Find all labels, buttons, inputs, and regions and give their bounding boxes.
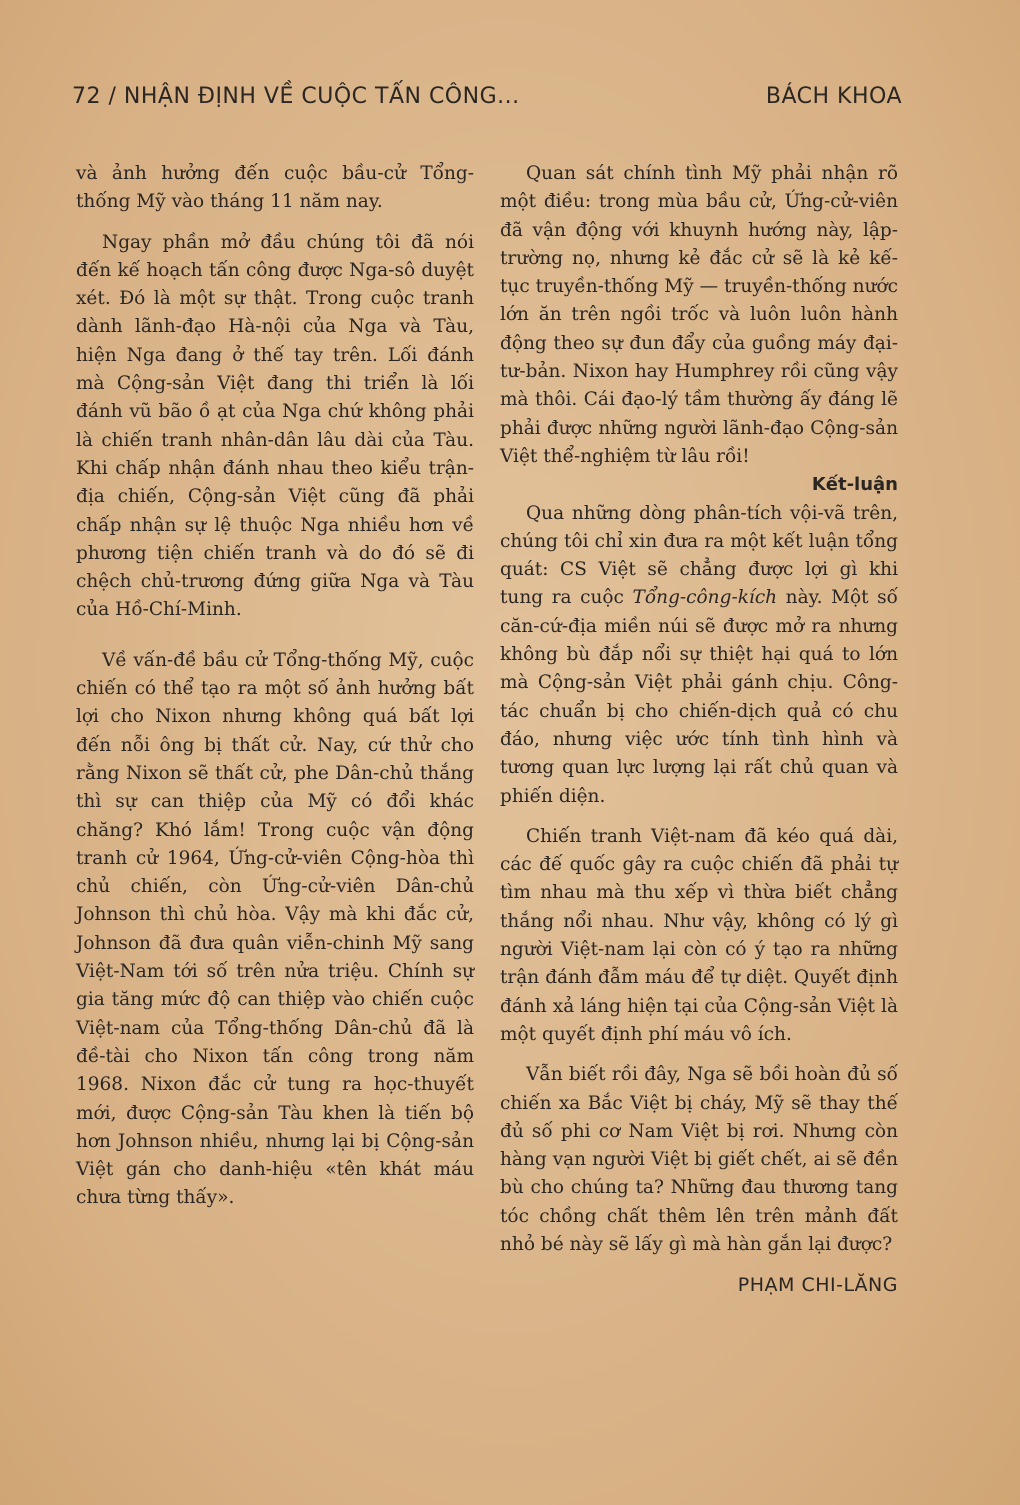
paragraph: và ảnh hưởng đến cuộc bầu-cử Tổng-thống Mỹ vào tháng 11 năm nay. bbox=[76, 163, 474, 213]
paragraph: Quan sát chính tình Mỹ phải nhận rõ một điều: trong mùa bầu cử, Ứng-cử-viên đã vận động với khuynh hướng này, lập-trường nọ, nhưng kẻ đắc cử sẽ là kẻ kế-tục truyền-thống Mỹ — truyền-thống nước lớn ăn trên ngồi trốc và luôn luôn hành động theo sự đun đẩy của guồng máy đại-tư-bản. Nixon hay Humphrey rồi cũng vậy mà thôi. Cái đạo-lý tầm thường ấy đáng lẽ phải được những người lãnh-đạo Cộng-sản Việt thể-nghiệm từ lâu rồi! bbox=[500, 163, 898, 467]
text-span: Qua những dòng phân-tích vội-vã trên, chúng tôi chỉ xin đưa ra một kết luận tổng quát: CS Việt sẽ chẳng được lợi gì khi tung ra cuộc bbox=[500, 502, 898, 609]
left-column bbox=[76, 160, 474, 1213]
italic-term: Tổng-công-kích bbox=[632, 587, 778, 609]
paragraph: Vẫn biết rồi đây, Nga sẽ bồi hoàn đủ số chiến xa Bắc Việt bị cháy, Mỹ sẽ thay thế đủ số phi cơ Nam Việt bị rơi. Nhưng còn hàng vạn người Việt bị giết chết, ai sẽ đền bù cho chúng ta? Những đau thương tang tóc chồng chất thêm lên trên mảnh đất nhỏ bé này sẽ lấy gì mà hàn gắn lại được? bbox=[500, 1064, 898, 1255]
section-heading: Kết-luận bbox=[811, 474, 898, 496]
magazine-name: BÁCH KHOA bbox=[765, 84, 902, 109]
paragraph: Ngay phần mở đầu chúng tôi đã nói đến kế hoạch tấn công được Nga-sô duyệt xét. Đó là một sự thật. Trong cuộc tranh dành lãnh-đạo Hà-nội của Nga và Tàu, hiện Nga đang ở thế tay trên. Lối đánh mà Cộng-sản Việt đang thi triển là lối đánh vũ bão ồ ạt của Nga chứ không phải là chiến tranh nhân-dân lâu dài của Tàu. Khi chấp nhận đánh nhau theo kiểu trận-địa chiến, Cộng-sản Việt cũng đã phải chấp nhận sự lệ thuộc Nga nhiều hơn về phương tiện chiến tranh và do đó sẽ đi chệch chủ-trương đứng giữa Nga và Tàu của Hồ-Chí-Minh. bbox=[76, 231, 474, 621]
author-signature: PHẠM CHI-LĂNG bbox=[737, 1274, 898, 1297]
right-column bbox=[500, 160, 898, 1300]
text-span: này. Một số căn-cứ-địa miền núi sẽ được mở ra nhưng không bù đắp nổi sự thiệt hại quá to lớn mà Cộng-sản Việt phải gánh chịu. Công-tác chuẩn bị cho chiến-dịch quả có chu đáo, nhưng việc ước tính tình hình và tương quan lực lượng lại rất chủ quan và phiến diện. bbox=[500, 587, 898, 807]
paragraph: Về vấn-đề bầu cử Tổng-thống Mỹ, cuộc chiến có thể tạo ra một số ảnh hưởng bất lợi cho Nixon nhưng không quá bất lợi đến nỗi ông bị thất cử. Nay, cứ thử cho rằng Nixon sẽ thất cử, phe Dân-chủ thắng thì sự can thiệp của Mỹ có đổi khác chăng? Khó lắm! Trong cuộc vận động tranh cử 1964, Ứng-cử-viên Cộng-hòa thì chủ chiến, còn Ứng-cử-viên Dân-chủ Johnson thì chủ hòa. Vậy mà khi đắc cử, Johnson đã đưa quân viễn-chinh Mỹ sang Việt-Nam tới số trên nửa triệu. Chính sự gia tăng mức độ can thiệp vào chiến cuộc Việt-nam của Tổng-thống Dân-chủ đã là đề-tài cho Nixon tấn công trong năm 1968. Nixon đắc cử tung ra học-thuyết mới, được Cộng-sản Tàu khen là tiến bộ hơn Johnson nhiều, nhưng lại bị Cộng-sản Việt gán cho danh-hiệu «tên khát máu chưa từng thấy». bbox=[76, 649, 474, 1209]
paragraph bbox=[500, 500, 898, 811]
running-title: 72 / NHẬN ĐỊNH VỀ CUỘC TẤN CÔNG... bbox=[72, 84, 520, 109]
paragraph: Chiến tranh Việt-nam đã kéo quá dài, các đế quốc gây ra cuộc chiến đã phải tự tìm nhau mà thu xếp vì thừa biết chẳng thắng nổi nhau. Như vậy, không có lý gì người Việt-nam lại còn có ý tạo ra những trận đánh đẫm máu để tự diệt. Quyết định đánh xả láng hiện tại của Cộng-sản Việt là một quyết định phí máu vô ích. bbox=[500, 825, 898, 1045]
page-header bbox=[72, 84, 902, 109]
